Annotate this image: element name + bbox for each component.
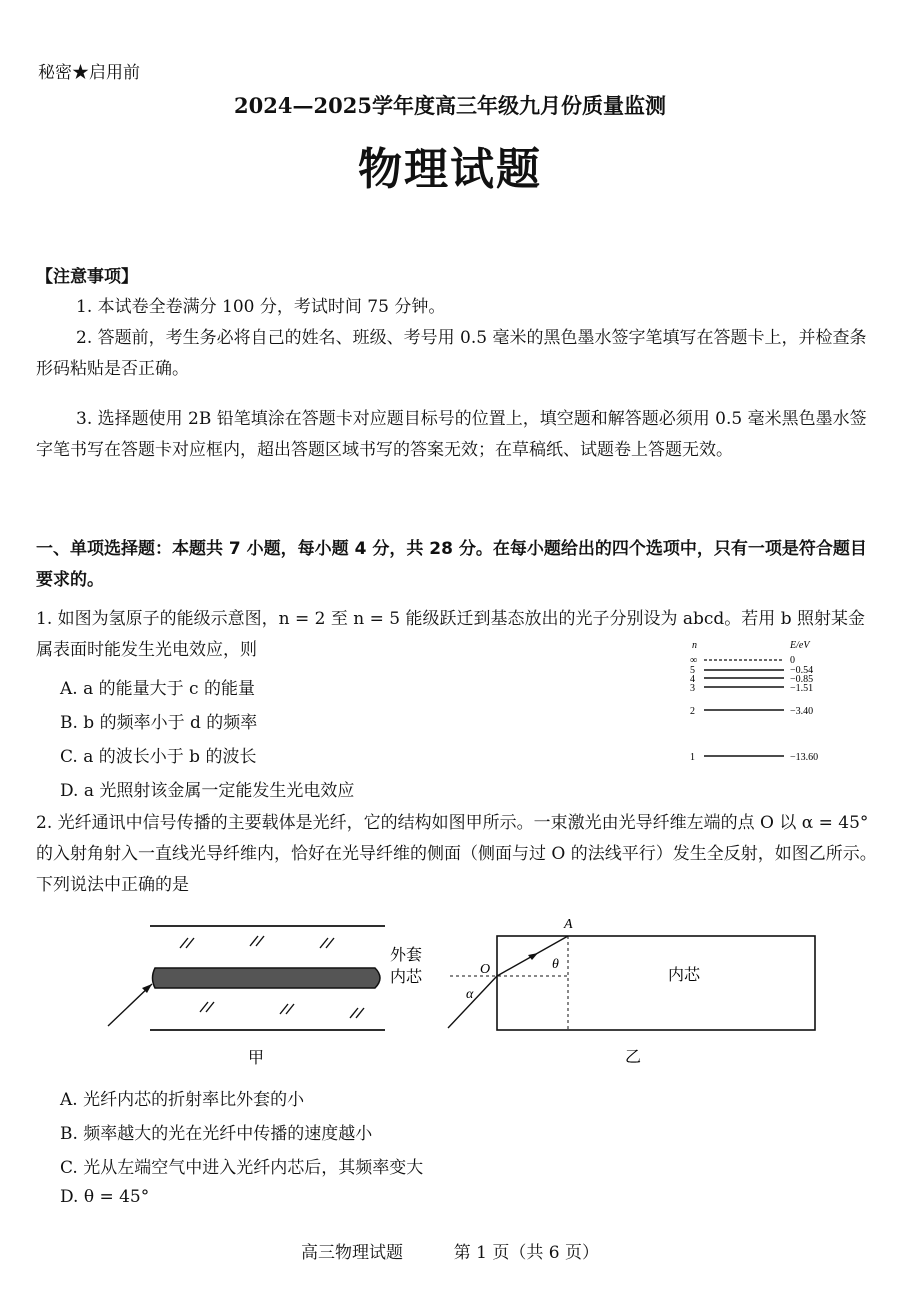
arrow-head-icon bbox=[528, 953, 538, 960]
exam-subtitle: 2024—2025学年度高三年级九月份质量监测 bbox=[234, 93, 666, 118]
q2-option-a: A. 光纤内芯的折射率比外套的小 bbox=[60, 1090, 305, 1110]
question-2-stem: 2. 光纤通讯中信号传播的主要载体是光纤，它的结构如图甲所示。一束激光由光导纤维左端的点 O 以 α = 45° 的入射角射入一直线光导纤维内，恰好在光导纤维的侧面（侧面与过 O 的法线平行）发生全反射，如图乙所示。下列说法中正确的是 bbox=[36, 813, 877, 895]
label-alpha: α bbox=[466, 987, 474, 1002]
question-1-stem: 1. 如图为氢原子的能级示意图，n = 2 至 n = 5 能级跃迁到基态放出的光子分别设为 abcd。若用 b 照射某金属表面时能发生光电效应，则 bbox=[36, 609, 865, 660]
footer-page-number: 第 1 页（共 6 页） bbox=[453, 1243, 600, 1263]
fiber-core bbox=[153, 968, 381, 988]
level-e-3: −1.51 bbox=[790, 683, 814, 694]
label-inner: 内芯 bbox=[390, 969, 423, 986]
label-outer: 外套 bbox=[390, 947, 423, 964]
energy-axis-label: E/eV bbox=[790, 640, 810, 651]
level-e-4: −0.85 bbox=[790, 674, 814, 685]
caption-yi: 乙 bbox=[625, 1049, 642, 1066]
fiber-structure-figure-jia bbox=[100, 920, 440, 1070]
level-e-inf: 0 bbox=[790, 655, 795, 666]
confidential-mark: 秘密★启用前 bbox=[38, 63, 140, 83]
caption-jia: 甲 bbox=[248, 1050, 265, 1067]
level-n-3: 3 bbox=[690, 683, 695, 694]
energy-level-diagram bbox=[680, 636, 850, 770]
q1-option-d: D. a 光照射该金属一定能发生光电效应 bbox=[60, 781, 355, 801]
n-axis-label: n bbox=[692, 640, 697, 651]
q2-option-b: B. 频率越大的光在光纤中传播的速度越小 bbox=[60, 1124, 373, 1144]
q1-option-a: A. a 的能量大于 c 的能量 bbox=[60, 679, 255, 699]
notice-item: 2. 答题前，考生务必将自己的姓名、班级、考号用 0.5 毫米的黑色墨水签字笔填写在答题卡上，并检查条形码粘贴是否正确。 bbox=[36, 328, 867, 379]
fiber-rect bbox=[497, 936, 815, 1030]
notice-item: 1. 本试卷全卷满分 100 分，考试时间 75 分钟。 bbox=[76, 297, 446, 317]
section-heading: 一、单项选择题：本题共 7 小题，每小题 4 分，共 28 分。在每小题给出的四个选项中，只有一项是符合题目要求的。 bbox=[36, 539, 867, 590]
incident-ray-yi bbox=[448, 976, 497, 1028]
label-A: A bbox=[564, 917, 573, 932]
notice-item: 3. 选择题使用 2B 铅笔填涂在答题卡对应题目标号的位置上，填空题和解答题必须用 0.5 毫米黑色墨水签字笔书写在答题卡对应框内，超出答题区域书写的答案无效；在草稿纸、试题卷上答题无效。 bbox=[36, 409, 867, 460]
level-e-5: −0.54 bbox=[790, 665, 814, 676]
q1-option-b: B. b 的频率小于 d 的频率 bbox=[60, 713, 258, 733]
level-e-1: −13.60 bbox=[790, 752, 819, 763]
notice-heading: 【注意事项】 bbox=[36, 267, 138, 287]
level-n-5: 5 bbox=[690, 665, 695, 676]
page-footer bbox=[0, 1238, 900, 1263]
label-O: O bbox=[480, 962, 491, 977]
q2-option-d: D. θ = 45° bbox=[60, 1187, 150, 1207]
q2-option-c: C. 光从左端空气中进入光纤内芯后，其频率变大 bbox=[60, 1158, 424, 1178]
level-n-inf: ∞ bbox=[690, 655, 698, 666]
level-n-1: 1 bbox=[690, 752, 695, 763]
page-title: 物理试题 bbox=[358, 144, 542, 195]
footer-subject: 高三物理试题 bbox=[300, 1243, 403, 1263]
q1-option-c: C. a 的波长小于 b 的波长 bbox=[60, 747, 257, 767]
label-theta: θ bbox=[552, 957, 559, 972]
label-core: 内芯 bbox=[668, 967, 701, 984]
level-n-4: 4 bbox=[690, 674, 695, 685]
level-n-2: 2 bbox=[690, 706, 695, 717]
fiber-path-figure-yi bbox=[440, 910, 830, 1070]
level-e-2: −3.40 bbox=[790, 706, 814, 717]
